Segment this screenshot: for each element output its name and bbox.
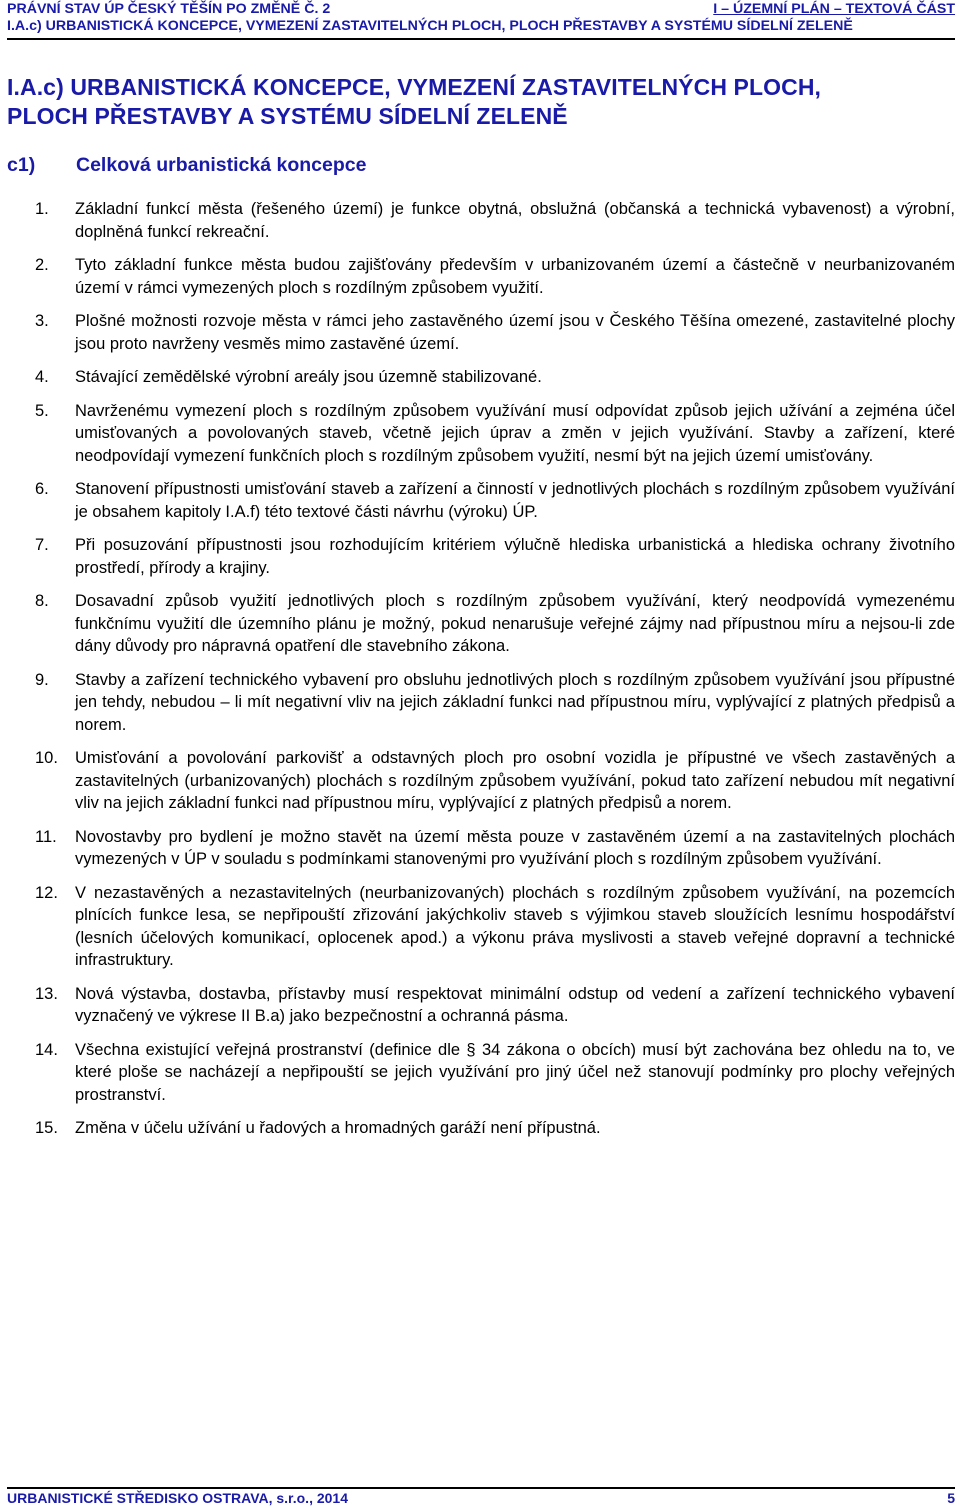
item-number: 3. (35, 312, 49, 330)
list-item (35, 669, 955, 737)
list-item (35, 254, 955, 299)
item-text: Stavby a zařízení technického vybavení pro obsluhu jednotlivých ploch s rozdílným způsobem využívání jsou přípustné jen tehdy, nebudou – li mít negativní vliv na jejich základní funkci nad přípustnou míru, vyplývající z platných předpisů a norem. (75, 670, 955, 734)
item-number: 11. (35, 827, 57, 846)
list-item (35, 198, 955, 243)
header-part-title: I – ÚZEMNÍ PLÁN – TEXTOVÁ ČÁST (713, 1, 955, 17)
item-number: 4. (35, 368, 49, 386)
item-number: 14. (35, 1040, 58, 1059)
header-document-title: PRÁVNÍ STAV ÚP ČESKÝ TĚŠÍN PO ZMĚNĚ Č. 2 (7, 1, 331, 17)
item-number: 6. (35, 480, 49, 498)
item-text: Umisťování a povolování parkovišť a odstavných ploch pro osobní vozidla je přípustné ve všech zastavěných a zastavitelných (urbanizovaných) plochách s rozdílným způsobem využívání, pokud tato zařízení nebudou mít negativní vliv na jejich základní funkci nad přípustnou míru, vyplývající z platných předpisů a norem. (75, 749, 955, 812)
page-number: 5 (947, 1490, 955, 1506)
item-text: Dosavadní způsob využití jednotlivých ploch s rozdílným způsobem využívání, který neodpovídá vymezenému funkčnímu využití dle územního plánu je možný, pokud nenarušuje veřejné zájmy nad přípustnou míru a nejsou-li zde dány důvody pro nápravná opatření dle stavebního zákona. (75, 592, 955, 655)
page-footer (7, 1490, 955, 1507)
footer-divider (7, 1487, 955, 1489)
item-text: Při posuzování přípustnosti jsou rozhodujícím kritériem výlučně hlediska urbanistická a hlediska ochrany životního prostředí, přírody a krajiny. (75, 536, 955, 577)
list-item (35, 400, 955, 468)
header-divider (7, 38, 955, 40)
item-number: 12. (35, 883, 58, 902)
item-text: Novostavby pro bydlení je možno stavět na území města pouze v zastavěném území a na zastavitelných plochách vymezených v ÚP v souladu s podmínkami stanovenými pro využívání ploch s rozdílným způsobem využívání. (75, 827, 955, 868)
list-item (35, 983, 955, 1028)
item-text: Základní funkcí města (řešeného území) je funkce obytná, obslužná (občanská a technická vybavenost) a výrobní, doplněná funkcí rekreační. (75, 200, 955, 241)
list-item (35, 590, 955, 658)
item-text: Tyto základní funkce města budou zajišťovány především v urbanizovaném území a částečně v neurbanizovaném území v rámci vymezených ploch s rozdílným způsobem využití. (75, 256, 955, 297)
item-text: Navrženému vymezení ploch s rozdílným způsobem využívání musí odpovídat způsob jejich užívání a zejména účel umisťovaných a povolovaných staveb, včetně jejich úprav a změn v jejich využívání. Stavby a zařízení, které neodpovídají vymezení funkčních ploch s rozdílným způsobem využití, nesmí být na jejich území umisťovány. (75, 401, 955, 465)
list-item (35, 534, 955, 579)
footer-publisher: URBANISTICKÉ STŘEDISKO OSTRAVA, s.r.o., 2014 (7, 1490, 348, 1506)
chapter-heading (7, 73, 957, 131)
list-item (35, 747, 955, 815)
item-text: Stávající zemědělské výrobní areály jsou územně stabilizované. (75, 368, 542, 386)
section-heading (7, 154, 366, 177)
item-text: Nová výstavba, dostavba, přístavby musí respektovat minimální odstup od vedení a zařízení technického vybavení vyznačený ve výkrese II B.a) jako bezpečnostní a ochranná pásma. (75, 984, 955, 1025)
item-text: Všechna existující veřejná prostranství (definice dle § 34 zákona o obcích) musí být zachována bez ohledu na to, ve které ploše se nacházejí a nepřipouští se jejich využívání pro jiný účel než stanovují podmínky pro plochy veřejných prostranství. (75, 1040, 955, 1104)
list-item (35, 1117, 955, 1140)
chapter-heading-line-2: PLOCH PŘESTAVBY A SYSTÉMU SÍDELNÍ ZELENĚ (7, 103, 568, 129)
item-text: Změna v účelu užívání u řadových a hromadných garáží není přípustná. (75, 1119, 601, 1137)
item-number: 13. (35, 984, 58, 1003)
item-text: Stanovení přípustnosti umisťování staveb a zařízení a činností v jednotlivých plochách s rozdílným způsobem využívání je obsahem kapitoly I.A.f) této textové části návrhu (výroku) ÚP. (75, 480, 955, 521)
section-number: c1) (7, 154, 36, 176)
list-item (35, 478, 955, 523)
list-item (35, 366, 955, 389)
item-number: 7. (35, 536, 49, 554)
item-text: V nezastavěných a nezastavitelných (neurbanizovaných) plochách s rozdílným způsobem využívání, na pozemcích plnících funkce lesa, se nepřipouští zřizování jakýchkoliv staveb s výjimkou staveb sloužících lesnímu hospodářství (lesních účelových komunikací, oplocenek apod.) a výkonu práva myslivosti a staveb veřejné dopravní a technické infrastruktury. (75, 883, 955, 969)
item-number: 9. (35, 670, 49, 689)
section-title: Celková urbanistická koncepce (76, 154, 367, 176)
item-number: 5. (35, 401, 49, 420)
chapter-heading-line-1: I.A.c) URBANISTICKÁ KONCEPCE, VYMEZENÍ ZASTAVITELNÝCH PLOCH, (7, 74, 822, 100)
list-item (35, 310, 955, 355)
header-row (7, 1, 955, 18)
list-item (35, 1039, 955, 1107)
item-text: Plošné možnosti rozvoje města v rámci jeho zastavěného území jsou v Českého Těšína omezené, zastavitelné plochy jsou proto navrženy vesměs mimo zastavěné území. (75, 312, 955, 353)
item-number: 1. (35, 200, 49, 218)
item-number: 15. (35, 1119, 58, 1137)
item-number: 2. (35, 256, 49, 274)
page-header (7, 1, 955, 35)
numbered-list (35, 198, 955, 1151)
list-item (35, 882, 955, 972)
item-number: 10. (35, 749, 58, 767)
item-number: 8. (35, 592, 49, 610)
header-chapter-title: I.A.c) URBANISTICKÁ KONCEPCE, VYMEZENÍ ZASTAVITELNÝCH PLOCH, PLOCH PŘESTAVBY A SYSTÉMU SÍDELNÍ ZELENĚ (7, 18, 853, 34)
list-item (35, 826, 955, 871)
